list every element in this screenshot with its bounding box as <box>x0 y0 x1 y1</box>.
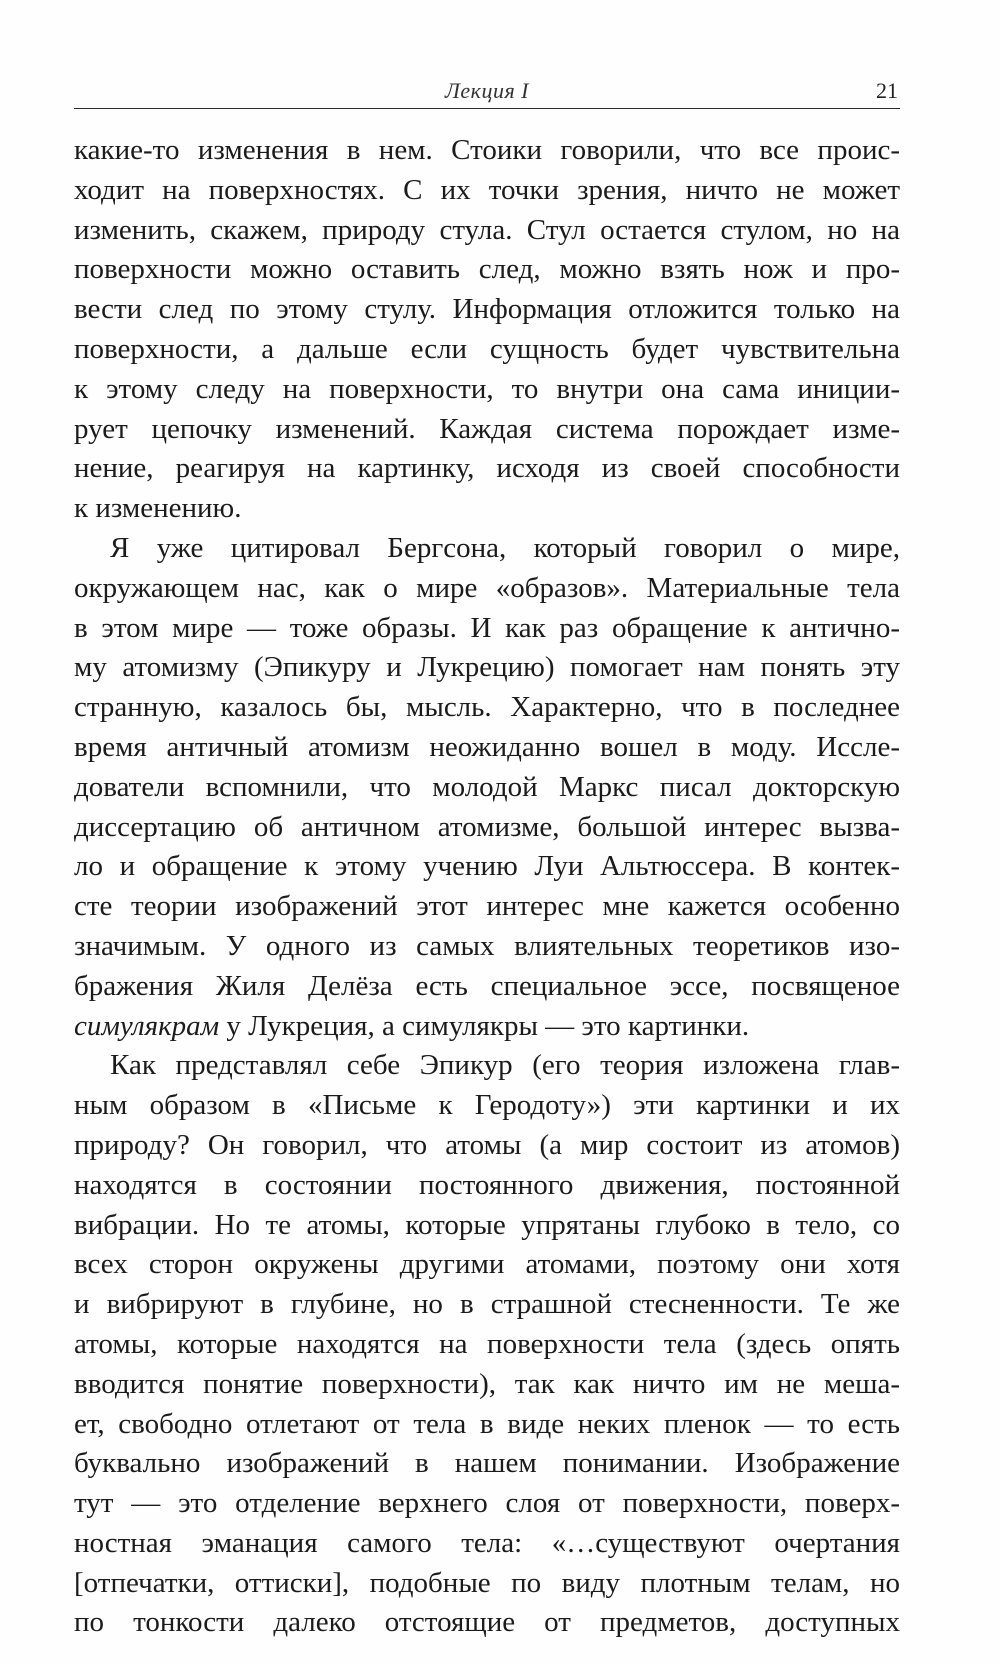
text-line: ет, свободно отлетают от тела в виде неких пленок — то есть <box>74 1407 900 1440</box>
text-line: рует цепочку изменений. Каждая система порождает изме- <box>74 412 900 445</box>
text-line: ходит на поверхностях. С их точки зрения, ничто не может <box>74 173 900 206</box>
text-line: Как представлял себе Эпикур (его теория изложена глав- <box>110 1049 900 1082</box>
text-line: вести след по этому стулу. Информация отложится только на <box>74 293 900 326</box>
line-rest: у Лукреция, а симулякры — это картинки. <box>219 1009 750 1042</box>
text-line: буквально изображений в нашем понимании. Изображение <box>74 1447 900 1480</box>
text-line: бражения Жиля Делёза есть специальное эссе, посвященое <box>74 969 900 1002</box>
text-line: вводится понятие поверхности), так как ничто им не меша- <box>74 1367 900 1400</box>
text-line: по тонкости далеко отстоящие от предметов, доступных <box>74 1606 900 1639</box>
text-line: какие-то изменения в нем. Стоики говорили, что все проис- <box>74 134 900 166</box>
text-line: [отпечатки, оттиски], подобные по виду плотным телам, но <box>74 1566 900 1599</box>
text-line: атомы, которые находятся на поверхности тела (здесь опять <box>74 1327 900 1360</box>
text-line: к изменению. <box>74 492 242 525</box>
text-line: странную, казалось бы, мысль. Характерно, что в последнее <box>74 691 900 724</box>
body-text <box>74 131 900 1643</box>
text-line: изменить, скажем, природу стула. Стул остается стулом, но на <box>74 213 900 246</box>
text-line: поверхности, а дальше если сущность будет чувствительна <box>74 332 900 365</box>
text-line: окружающем нас, как о мире «образов». Материальные тела <box>74 571 900 604</box>
text-line: вибрации. Но те атомы, которые упрятаны глубоко в тело, со <box>74 1208 900 1241</box>
text-line: к этому следу на поверхности, то внутри она сама иниции- <box>74 372 900 405</box>
text-line: время античный атомизм неожиданно вошел в моду. Иссле- <box>74 730 900 763</box>
text-line: нение, реагируя на картинку, исходя из своей способности <box>74 452 900 485</box>
text-line: в этом мире — тоже образы. И как раз обращение к антично- <box>74 611 900 644</box>
text-line: и вибрируют в глубине, но в страшной стесненности. Те же <box>74 1288 900 1321</box>
text-line: находятся в состоянии постоянного движения, постоянной <box>74 1168 900 1201</box>
text-line: диссертацию об античном атомизме, большой интерес вызва- <box>74 810 900 843</box>
text-line: всех сторон окружены другими атомами, поэтому они хотя <box>74 1248 900 1281</box>
text-line: му атомизму (Эпикуру и Лукрецию) помогает нам понять эту <box>74 651 900 684</box>
text-line: тут — это отделение верхнего слоя от поверхности, поверх- <box>74 1487 900 1520</box>
text-line: ностная эманация самого тела: «…существуют очертания <box>74 1526 900 1559</box>
page-number: 21 <box>876 78 898 103</box>
italic-term: симулякрам <box>74 1009 220 1042</box>
text-line: поверхности можно оставить след, можно взять нож и про- <box>74 253 900 286</box>
chapter-title: Лекция I <box>444 78 529 103</box>
text-line: природу? Он говорил, что атомы (а мир состоит из атомов) <box>74 1128 900 1161</box>
text-line: Я уже цитировал Бергсона, который говорил о мире, <box>110 531 900 564</box>
running-header <box>74 68 900 109</box>
text-line: дователи вспомнили, что молодой Маркс писал докторскую <box>74 770 900 803</box>
text-line <box>74 1007 900 1047</box>
text-line: ло и обращение к этому учению Луи Альтюссера. В контек- <box>74 850 900 883</box>
text-line: ным образом в «Письме к Геродоту») эти картинки и их <box>74 1089 900 1122</box>
text-line: сте теории изображений этот интерес мне кажется особенно <box>74 890 900 923</box>
text-line: значимым. У одного из самых влиятельных теоретиков изо- <box>74 929 900 962</box>
